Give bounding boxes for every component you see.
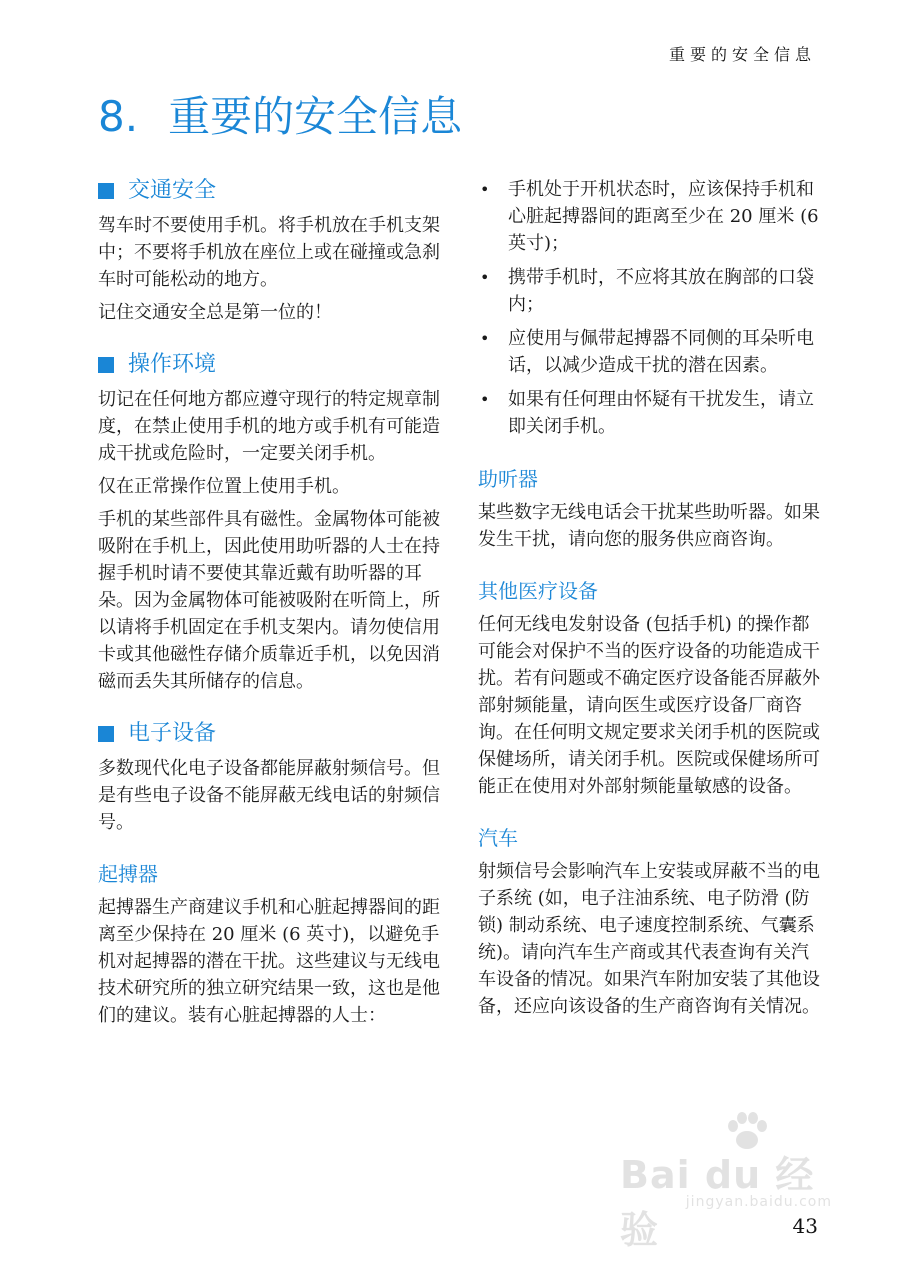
left-column	[98, 176, 443, 1035]
bullet-icon: •	[480, 329, 490, 348]
bullet-icon: •	[480, 268, 490, 287]
paragraph: 起搏器生产商建议手机和心脏起搏器间的距离至少保持在 20 厘米 (6 英寸)，以避免手机对起搏器的潜在干扰。这些建议与无线电技术研究所的独立研究结果一致，这也是他们的建议。装有心脏起搏器的人士：	[98, 897, 440, 1026]
blue-square-icon	[98, 183, 114, 199]
chapter-title-text: 重要的安全信息	[168, 92, 463, 141]
chapter-title	[98, 84, 462, 144]
right-column	[478, 176, 823, 1026]
subsection-other-medical-devices: 其他医疗设备	[478, 579, 598, 603]
paragraph: 多数现代化电子设备都能屏蔽射频信号。但是有些电子设备不能屏蔽无线电话的射频信号。	[98, 758, 440, 833]
section-heading: 操作环境	[128, 352, 217, 377]
list-item: • 手机处于开机状态时，应该保持手机和心脏起搏器间的距离至少在 20 厘米 (6 英寸)；	[478, 176, 823, 257]
list-item: • 如果有任何理由怀疑有干扰发生，请立即关闭手机。	[478, 386, 823, 440]
blue-square-icon	[98, 357, 114, 373]
section-electronic-devices	[98, 719, 443, 749]
pacemaker-bullet-list	[478, 176, 823, 440]
watermark-text: Bai du 经验	[620, 1153, 815, 1252]
bullet-icon: •	[480, 390, 490, 409]
list-item: • 应使用与佩带起搏器不同侧的耳朵听电话，以减少造成干扰的潜在因素。	[478, 325, 823, 379]
paragraph: 任何无线电发射设备 (包括手机) 的操作都可能会对保护不当的医疗设备的功能造成干扰。若有问题或不确定医疗设备能否屏蔽外部射频能量，请向医生或医疗设备厂商咨询。在任何明文规定要求关闭手机的医院或保健场所，请关闭手机。医院或保健场所可能正在使用对外部射频能量敏感的设备。	[478, 614, 820, 797]
chapter-number: 8.	[98, 92, 139, 141]
paragraph: 切记在任何地方都应遵守现行的特定规章制度，在禁止使用手机的地方或手机有可能造成干扰或危险时，一定要关闭手机。	[98, 389, 440, 464]
paragraph: 记住交通安全总是第一位的！	[98, 302, 332, 323]
paragraph: 仅在正常操作位置上使用手机。	[98, 476, 350, 497]
subsection-vehicles: 汽车	[478, 826, 518, 850]
running-header: 重要的安全信息	[668, 45, 816, 64]
paragraph: 射频信号会影响汽车上安装或屏蔽不当的电子系统 (如，电子注油系统、电子防滑 (防锁) 制动系统、电子速度控制系统、气囊系统)。请向汽车生产商或其代表查询有关汽车设备的情况。如果汽车附加安装了其他设备，还应向该设备的生产商咨询有关情况。	[478, 861, 820, 1017]
section-traffic-safety	[98, 176, 443, 206]
section-heading: 交通安全	[128, 178, 217, 203]
paragraph: 驾车时不要使用手机。将手机放在手机支架中；不要将手机放在座位上或在碰撞或急刹车时可能松动的地方。	[98, 215, 440, 290]
list-item: • 携带手机时，不应将其放在胸部的口袋内；	[478, 264, 823, 318]
watermark-url: jingyan.baidu.com	[685, 1194, 832, 1210]
section-heading: 电子设备	[128, 721, 217, 746]
blue-square-icon	[98, 726, 114, 742]
paragraph: 手机的某些部件具有磁性。金属物体可能被吸附在手机上，因此使用助听器的人士在持握手机时请不要使其靠近戴有助听器的耳朵。因为金属物体可能被吸附在听筒上，所以请将手机固定在手机支架内。请勿使信用卡或其他磁性存储介质靠近手机，以免因消磁而丢失其所储存的信息。	[98, 509, 440, 692]
section-operating-environment	[98, 350, 443, 380]
paragraph: 某些数字无线电话会干扰某些助听器。如果发生干扰，请向您的服务供应商咨询。	[478, 502, 820, 550]
bullet-icon: •	[480, 180, 490, 199]
subsection-pacemakers: 起搏器	[98, 862, 158, 886]
page-number: 43	[792, 1214, 818, 1238]
subsection-hearing-aids: 助听器	[478, 467, 538, 491]
